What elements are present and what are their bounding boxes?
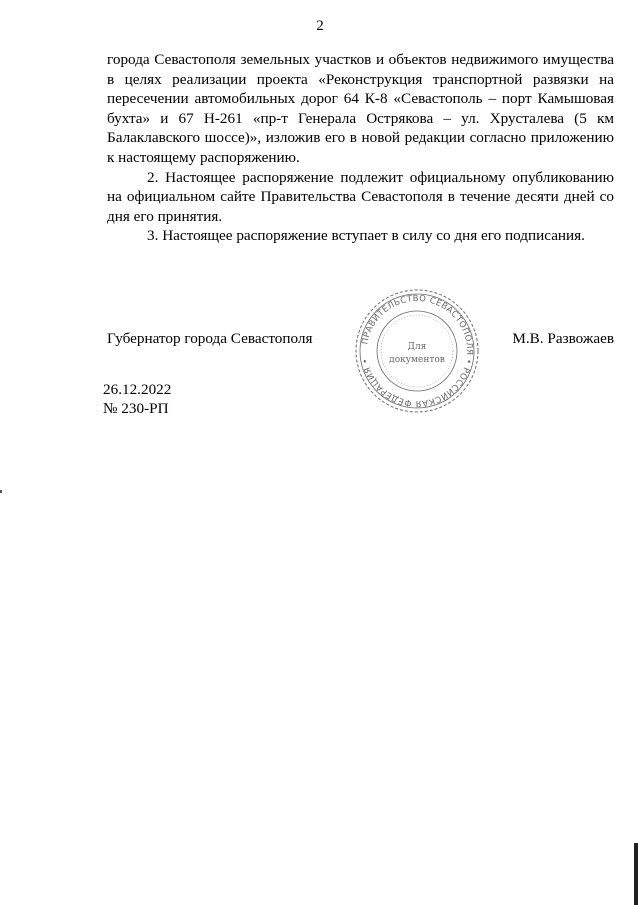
seal-center-line2: документов xyxy=(389,355,445,365)
document-body xyxy=(107,50,614,246)
document-date: 26.12.2022 xyxy=(103,381,172,398)
signatory-name: М.В. Развожаев xyxy=(512,330,614,347)
page-number: 2 xyxy=(316,18,324,34)
signature-block xyxy=(0,330,640,350)
signatory-title: Губернатор города Севастополя xyxy=(107,330,313,347)
document-number: № 230-РП xyxy=(103,400,169,417)
official-seal xyxy=(353,287,481,415)
paragraph-1: города Севастополя земельных участков и объектов недвижимого имущества в целях реализации проекта «Реконструкция транспортной развязки на пересечении автомобильных дорог 64 К-8 «Севастополь – порт Камышовая бухта» и 67 Н-261 «пр-т Генерала Острякова – ул. Хрусталева (5 км Балаклавского шоссе)», изложив его в новой редакции согласно приложению к настоящему распоряжению. xyxy=(107,51,614,166)
paragraph-2: 2. Настоящее распоряжение подлежит официальному опубликованию на официальном сайте Правительства Севастополя в течение десяти дней со дня его принятия. xyxy=(107,168,614,225)
seal-center-line1: Для xyxy=(407,342,427,352)
paragraph-3: 3. Настоящее распоряжение вступает в силу со дня его подписания. xyxy=(147,227,585,245)
document-requisites xyxy=(103,380,171,418)
scan-edge xyxy=(634,843,638,905)
seal-outer-text: ПРАВИТЕЛЬСТВО СЕВАСТОПОЛЯ • РОССИЙСКАЯ ФЕДЕРАЦИЯ • xyxy=(360,293,475,409)
scan-mark xyxy=(0,490,2,493)
